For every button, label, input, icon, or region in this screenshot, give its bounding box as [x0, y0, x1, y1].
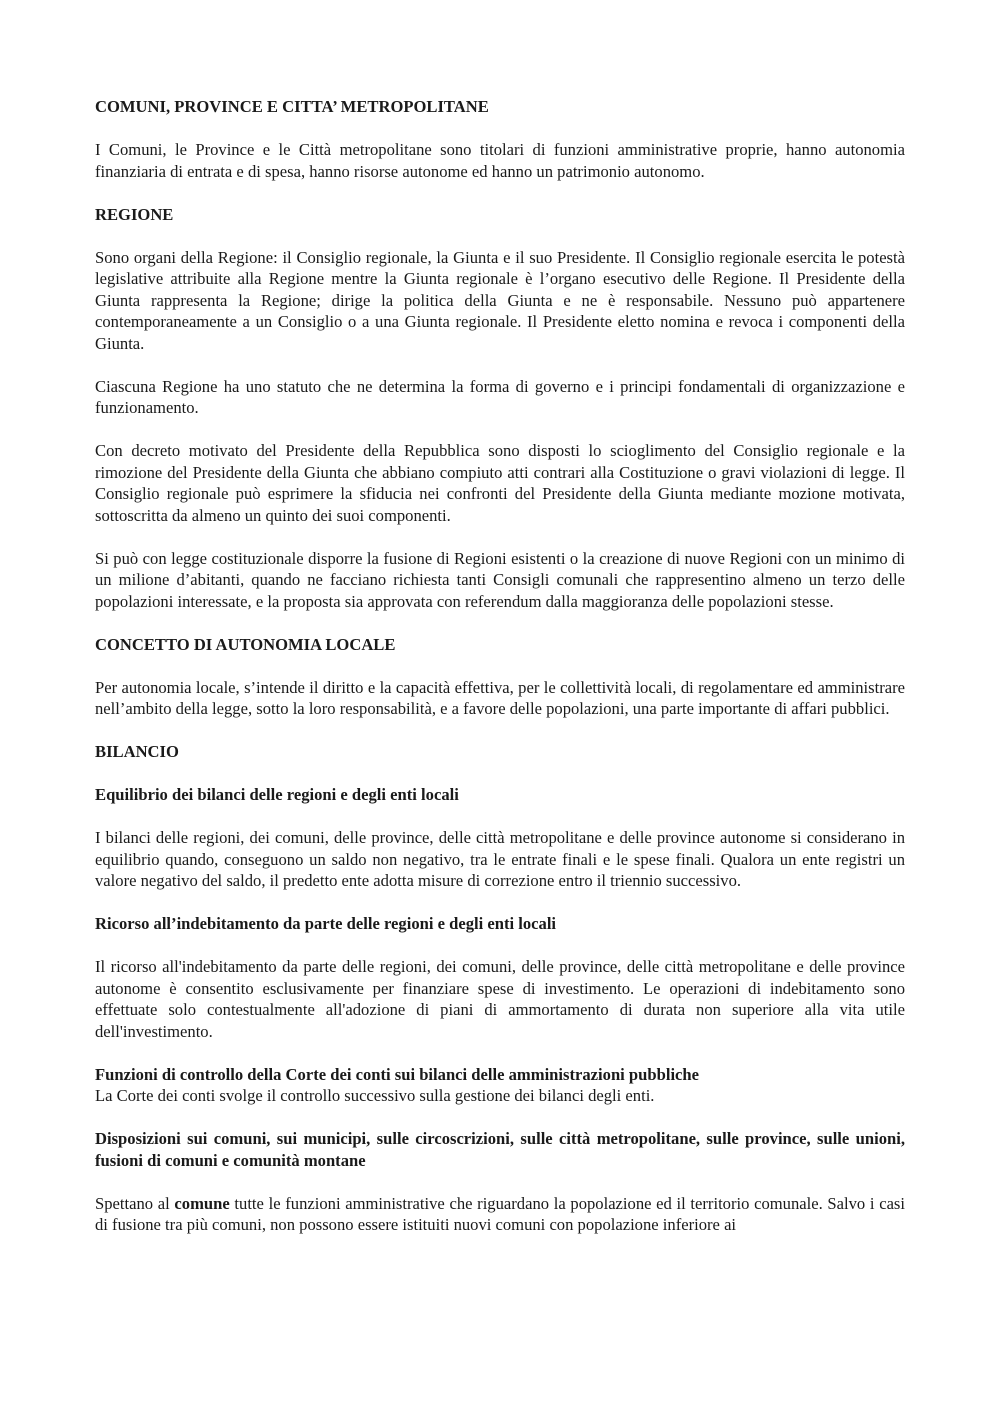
paragraph-comuni: I Comuni, le Province e le Città metropolitane sono titolari di funzioni amministrative proprie, hanno autonomia finanziaria di entrata e di spesa, hanno risorse autonome ed hanno un patrimonio autonomo. — [95, 140, 905, 181]
paragraph-indebitamento: Il ricorso all'indebitamento da parte delle regioni, dei comuni, delle province, delle città metropolitane e delle province autonome è consentito esclusivamente per finanziare spese di investimento. Le operazioni di indebitamento sono effettuate solo contestualmente all'adozione di piani di ammortamento di durata non superiore alla vita utile dell'investimento. — [95, 957, 905, 1041]
section-heading-bilancio: BILANCIO — [95, 742, 179, 761]
paragraph-autonomia: Per autonomia locale, s’intende il diritto e la capacità effettiva, per le collettività locali, di regolamentare ed amministrare nell’ambito della legge, sotto la loro responsabilità, e a favore delle popolazioni, una parte importante di affari pubblici. — [95, 677, 905, 718]
paragraph-regione-organi: Sono organi della Regione: il Consiglio regionale, la Giunta e il suo Presidente. Il Consiglio regionale esercita le potestà legislative attribuite alla Regione mentre la Giunta regionale è l’organo esecutivo delle Regione. Il Presidente della Giunta rappresenta la Regione; dirige la politica della Giunta e ne è responsabile. Nessuno può appartenere contemporaneamente a un Consiglio o a una Giunta regionale. Il Presidente eletto nomina e revoca i componenti della Giunta. — [95, 247, 905, 353]
section-heading-comuni: COMUNI, PROVINCE E CITTA’ METROPOLITANE — [95, 97, 489, 116]
paragraph-regione-statuto: Ciascuna Regione ha uno statuto che ne determina la forma di governo e i principi fondamentali di organizzazione e funzionamento. — [95, 376, 905, 417]
paragraph-corte-conti: La Corte dei conti svolge il controllo successivo sulla gestione dei bilanci degli enti. — [95, 1086, 655, 1105]
section-heading-regione: REGIONE — [95, 204, 174, 224]
paragraph-regione-fusione: Si può con legge costituzionale disporre la fusione di Regioni esistenti o la creazione di nuove Regioni con un minimo di un milione d’abitanti, quando ne facciano richiesta tanti Consigli comunali che rappresentino almeno un terzo delle popolazioni interessate, e la proposta sia approvata con referendum dalla maggioranza delle popolazioni stesse. — [95, 548, 905, 611]
term-comune: comune — [174, 1193, 230, 1213]
subheading-indebitamento: Ricorso all’indebitamento da parte delle regioni e degli enti locali — [95, 914, 557, 933]
paragraph-comune-pre: Spettano al — [95, 1193, 175, 1213]
subheading-equilibrio: Equilibrio dei bilanci delle regioni e degli enti locali — [95, 785, 459, 804]
paragraph-equilibrio: I bilanci delle regioni, dei comuni, delle province, delle città metropolitane e delle province autonome si considerano in equilibrio quando, conseguono un saldo non negativo, tra le entrate finali e le spese finali. Qualora un ente registri un valore negativo del saldo, il predetto ente adotta misure di correzione entro il triennio successivo. — [95, 828, 905, 890]
subheading-corte-conti: Funzioni di controllo della Corte dei conti sui bilanci delle amministrazioni pubbliche — [95, 1064, 700, 1084]
paragraph-regione-scioglimento: Con decreto motivato del Presidente della Repubblica sono disposti lo scioglimento del Consiglio regionale e la rimozione del Presidente della Giunta che abbiano compiuto atti contrari alla Costituzione o gravi violazioni di legge. Il Consiglio regionale può esprimere la sfiducia nei confronti del Presidente della Giunta mediante mozione motivata, sottoscritta da almeno un quinto dei suoi componenti. — [95, 441, 905, 525]
subheading-disposizioni: Disposizioni sui comuni, sui municipi, sulle circoscrizioni, sulle città metropolitane, sulle province, sulle unioni, fusioni di comuni e comunità montane — [95, 1129, 905, 1170]
paragraph-comune-post: tutte le funzioni amministrative che riguardano la popolazione ed il territorio comunale. Salvo i casi di fusione tra più comuni, non possono essere istituiti nuovi comuni con popolazione inferiore ai — [95, 1193, 905, 1234]
document-page — [95, 96, 905, 1236]
paragraph-comune-funzioni — [95, 1193, 905, 1236]
section-heading-autonomia: CONCETTO DI AUTONOMIA LOCALE — [95, 634, 396, 654]
